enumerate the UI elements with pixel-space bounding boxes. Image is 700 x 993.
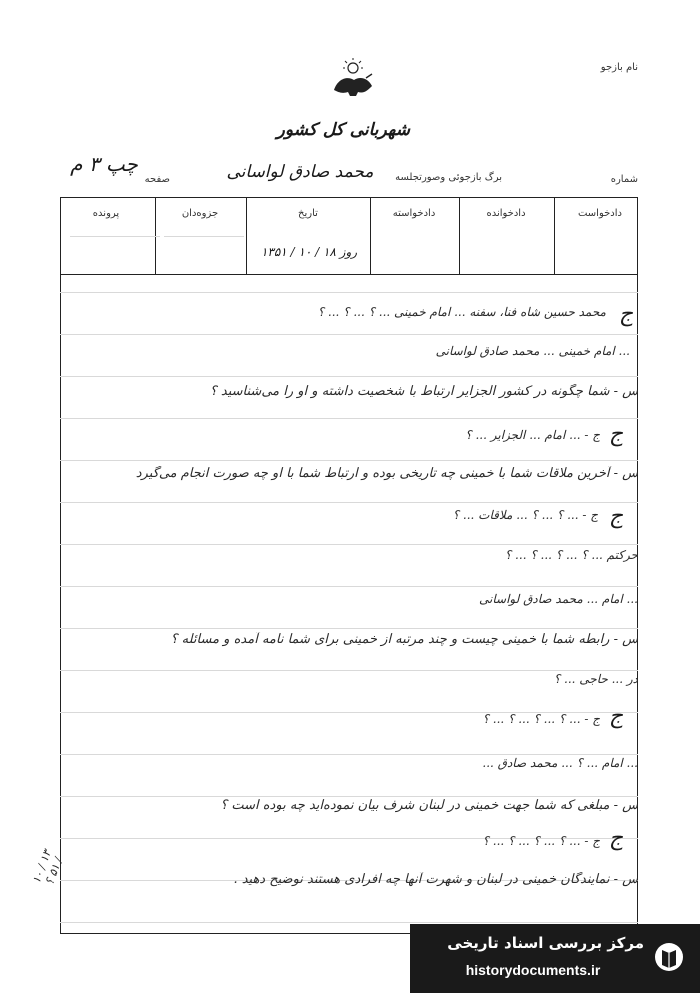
student-name-label: نام بازجو bbox=[600, 62, 638, 73]
body-line-8: ... امام ... محمد صادق لواسانی bbox=[479, 592, 638, 606]
body-line-12: ... امام ... ؟ ... محمد صادق ... bbox=[482, 756, 638, 770]
question-2: س - آخرین ملاقات شما با خمینی چه تاریخی بوده و ارتباط شما با او چه صورت انجام می‌گیرد bbox=[135, 466, 638, 481]
date-value: روز ۱۸ / ۱۰ / ۱۳۵۱ bbox=[260, 245, 358, 259]
header-table-bottom bbox=[60, 274, 638, 275]
column-claim: دادخواسته bbox=[392, 208, 436, 219]
answer-marker-2: ج bbox=[608, 422, 624, 447]
page-value: چپ ۳ م bbox=[70, 152, 138, 176]
col-divider-2 bbox=[459, 197, 460, 274]
col-divider-4 bbox=[246, 197, 247, 274]
question-3: س - رابطه شما با خمینی چیست و چند مرتبه از خمینی برای شما نامه آمده و مسائله ؟ bbox=[170, 632, 638, 647]
lion-sun-icon bbox=[328, 56, 378, 100]
body-line-2: ... امام خمینی ... محمد صادق لواسانی bbox=[435, 344, 630, 358]
answer-marker-1: ج bbox=[618, 302, 634, 327]
number-label: شماره bbox=[610, 174, 638, 185]
body-line-10: در ... حاجی ... ؟ bbox=[553, 672, 638, 686]
answer-marker-4: ج bbox=[608, 704, 624, 729]
watermark-url: historydocuments.ir bbox=[465, 962, 601, 978]
watermark-banner bbox=[410, 924, 700, 993]
body-line-7: حرکتم ... ؟ ... ؟ ... ؟ ... ؟ bbox=[504, 548, 638, 562]
answer-marker-3: ج bbox=[608, 504, 624, 529]
subject-name: محمد صادق لواسانی bbox=[226, 162, 374, 182]
column-file: پرونده bbox=[92, 208, 120, 219]
book-icon bbox=[654, 940, 684, 978]
page-label: صفحه bbox=[144, 174, 170, 185]
col-divider-3 bbox=[370, 197, 371, 274]
question-5: س - نمایندگان خمینی در لبنان و شهرت آنها چه افرادی هستند نوضیح دهید . bbox=[233, 872, 638, 887]
column-folder: جزوه‌دان bbox=[181, 208, 219, 219]
watermark-title: مرکز بررسی اسناد تاریخی bbox=[447, 934, 644, 952]
answer-5: ج - ... ؟ ... ؟ ... ؟ ... ؟ bbox=[482, 834, 600, 848]
column-date: تاریخ bbox=[298, 208, 318, 219]
question-4: س - مبلغی که شما جهت خمینی در لبنان شرف بیان نموده‌اید چه بوده است ؟ bbox=[220, 798, 638, 813]
form-title: برگ بازجوئی وصورتجلسه bbox=[395, 172, 502, 183]
column-defendant: دادخوانده bbox=[486, 208, 526, 219]
answer-3: ج - ... ؟ ... ؟ ... ملاقات ... ؟ bbox=[452, 508, 598, 522]
org-title: شهربانی کل کشور bbox=[276, 120, 410, 140]
col-divider-1 bbox=[554, 197, 555, 274]
body-line-1: محمد حسین شاه فنا، سفنه ... امام خمینی ... ؟ ... ؟ ... ؟ bbox=[317, 305, 606, 319]
answer-4: ج - ... ؟ ... ؟ ... ؟ ... ؟ bbox=[482, 712, 600, 726]
answer-marker-5: ج bbox=[608, 826, 624, 851]
question-1: س - شما چگونه در کشور الجزایر ارتباط با شخصیت داشته و او را می‌شناسید ؟ bbox=[209, 384, 638, 399]
answer-2: ج - ... امام ... الجزایر ... ؟ bbox=[465, 428, 600, 442]
margin-note: ۱۳ / ۱۰ / ۵۱ ؟ bbox=[29, 848, 66, 887]
column-claimant: دادخواست bbox=[577, 208, 622, 219]
lion-and-sun-emblem bbox=[328, 56, 378, 100]
